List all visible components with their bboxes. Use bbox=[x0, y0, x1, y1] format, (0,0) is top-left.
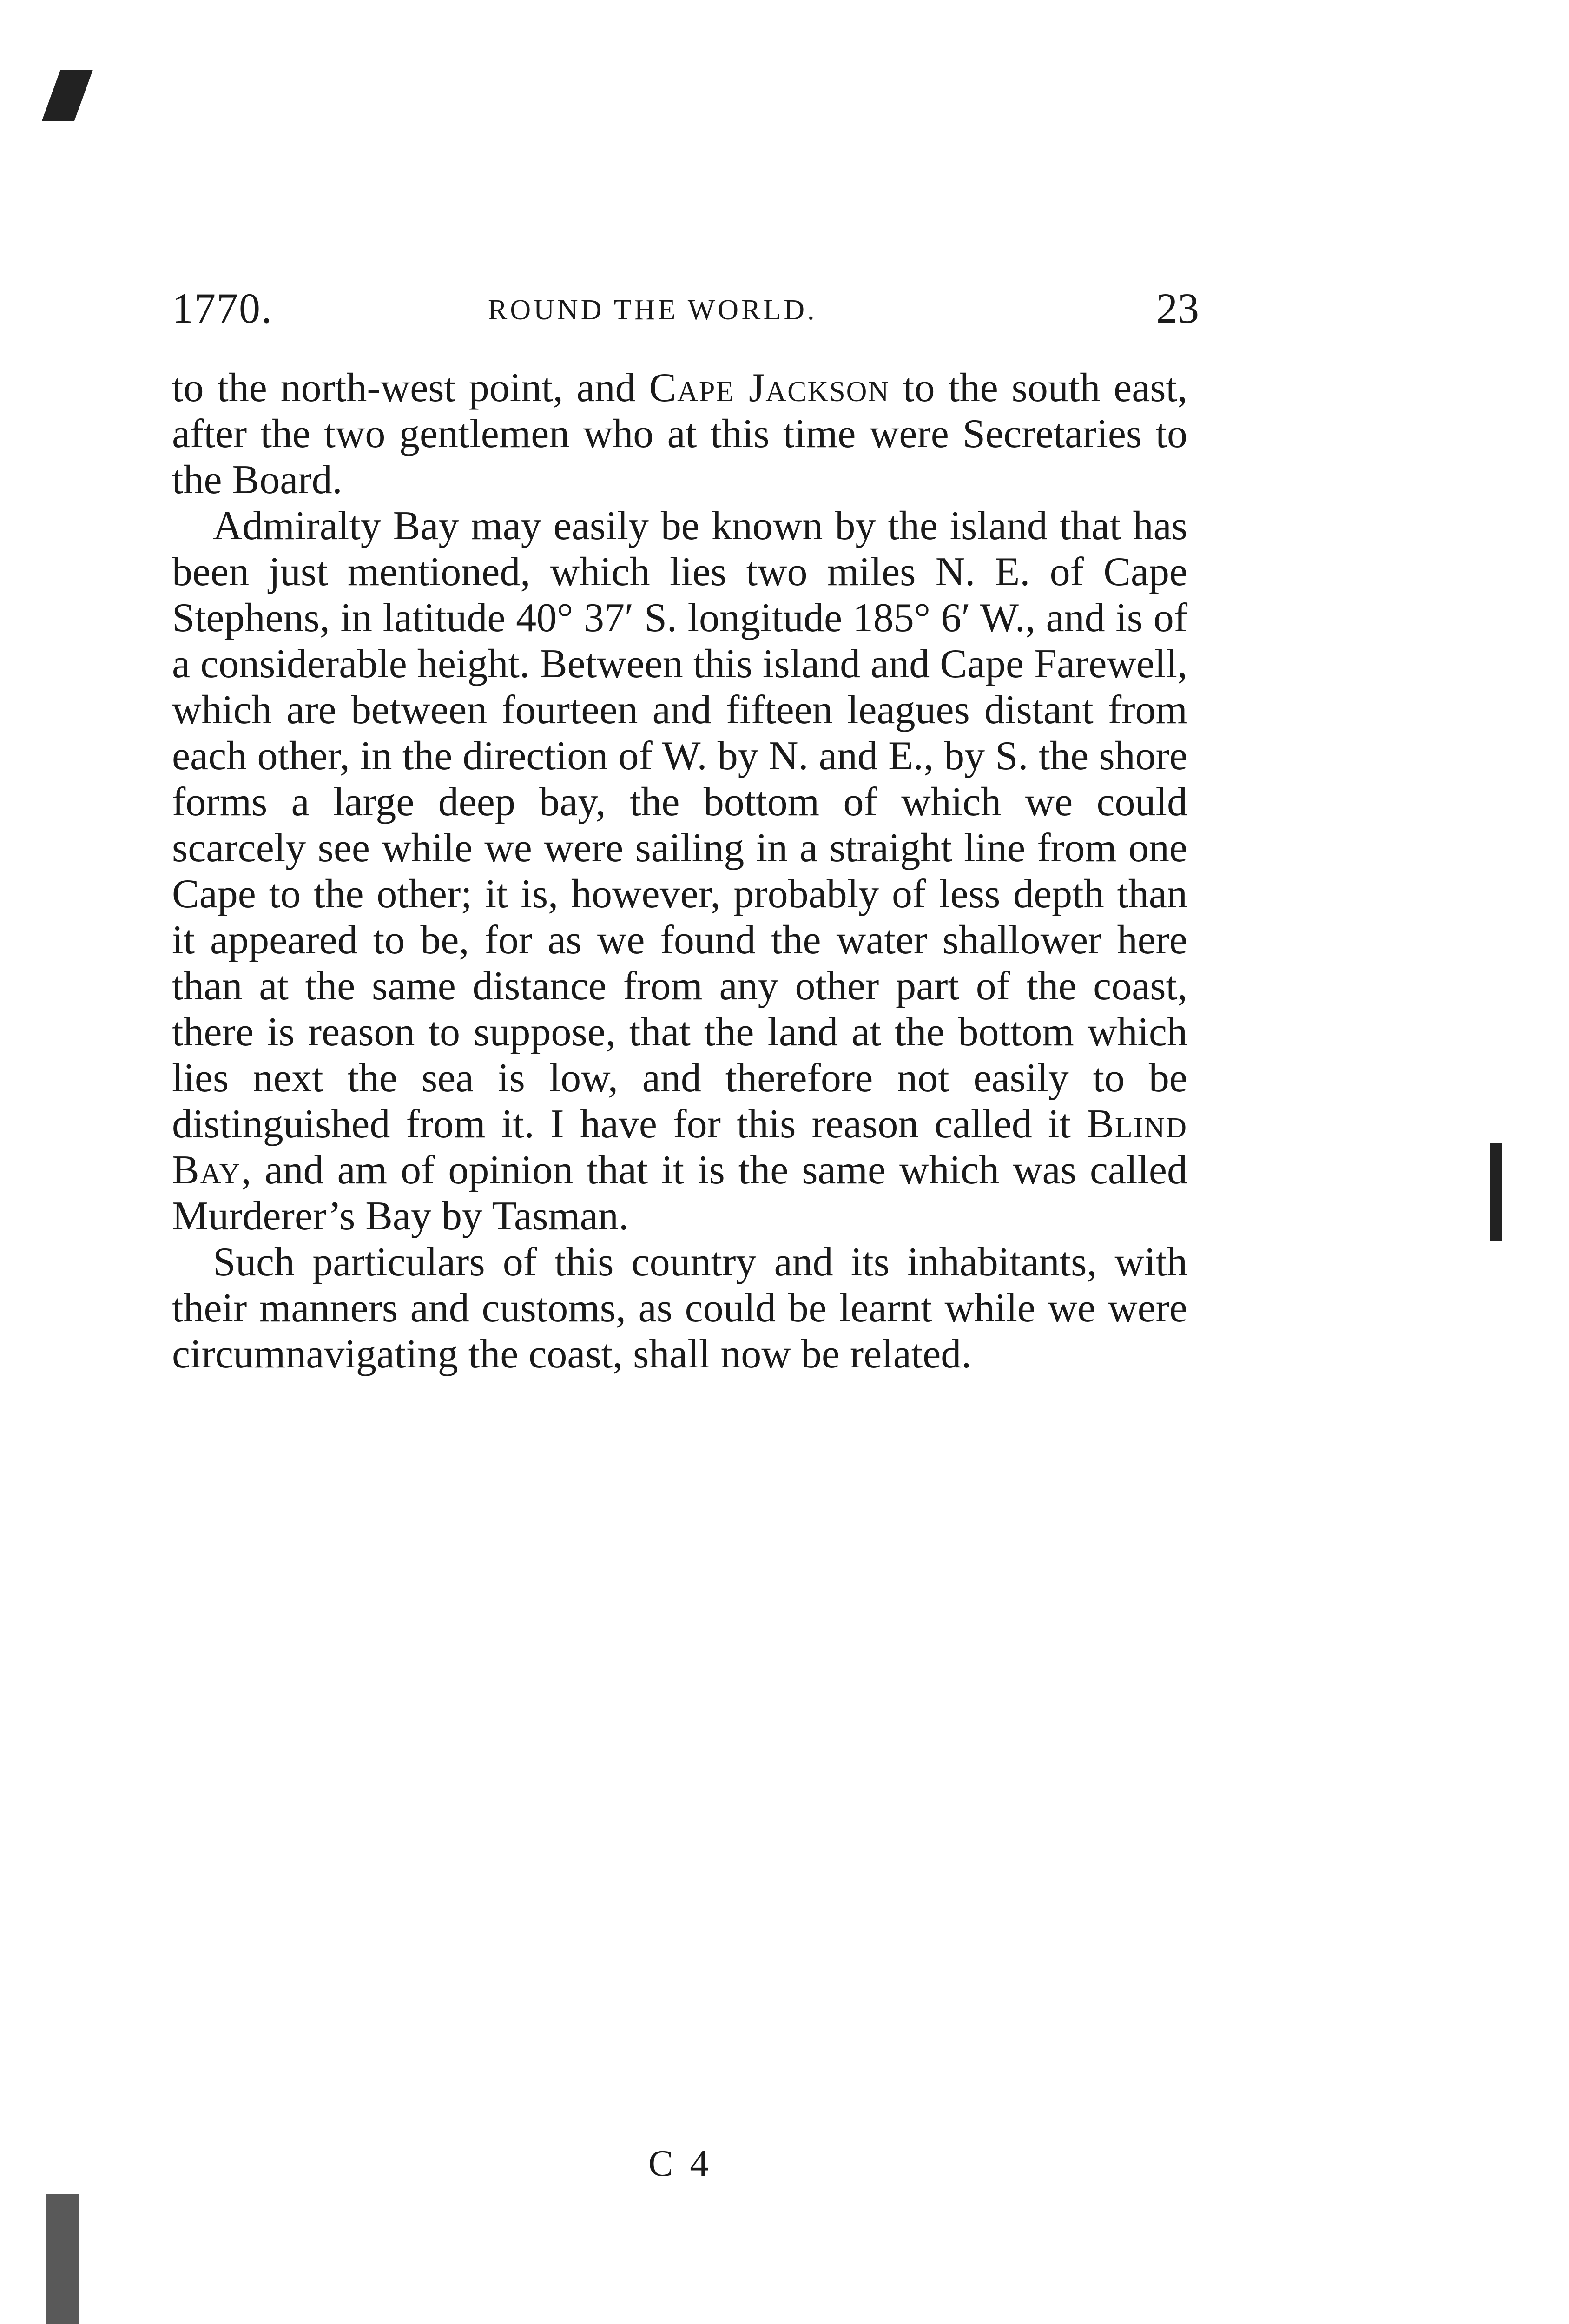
text-run: to the north-west point, and bbox=[172, 365, 649, 410]
page-number: 23 bbox=[1156, 284, 1199, 332]
body-text bbox=[172, 365, 1187, 1377]
paragraph bbox=[172, 365, 1187, 503]
text-run: to the south east, after the two gentlemen who at this time were Secretaries to the Board. bbox=[172, 365, 1187, 502]
scan-artifact-bottom-left bbox=[46, 2194, 79, 2324]
signature-mark: C 4 bbox=[648, 2143, 712, 2184]
text-run: Admiralty Bay may easily be known by the island that has been just mentioned, which lies two miles N. E. of Cape Stephens, in latitude 40° 37′ S. longitude 185° 6′ W., and is of a considerable height. Between this island and Cape Farewell, which are between fourteen and fifteen leagues distant from each other, in the direction of W. by N. and E., by S. the shore forms a large deep bay, the bottom of which we could scarcely see while we were sailing in a straight line from one Cape to the other; it is, however, probably of less depth than it appeared to be, for as we found the water shallower here than at the same distance from any other part of the coast, there is reason to suppose, that the land at the bottom which lies next the sea is low, and therefore not easily to be distinguished from it. I have for this reason called it bbox=[172, 503, 1187, 1147]
text-run: , and am of opinion that it is the same which was called Murderer’s Bay by Tasman. bbox=[172, 1148, 1187, 1239]
scan-artifact-top-left bbox=[42, 70, 93, 121]
header-year: 1770. bbox=[172, 284, 273, 332]
place-name-blind-bay: Blind Bay bbox=[172, 1102, 1187, 1193]
paragraph bbox=[172, 503, 1187, 1239]
running-title: ROUND THE WORLD. bbox=[488, 294, 817, 326]
scan-artifact-right-bar bbox=[1490, 1143, 1502, 1241]
paragraph bbox=[172, 1239, 1187, 1377]
text-run: Such particulars of this country and its inhabitants, with their manners and customs, as could be learnt while we were circumnavigating the coast, shall now be related. bbox=[172, 1240, 1187, 1377]
page-header bbox=[172, 284, 1199, 339]
place-name-cape-jackson: Cape Jackson bbox=[649, 365, 890, 410]
